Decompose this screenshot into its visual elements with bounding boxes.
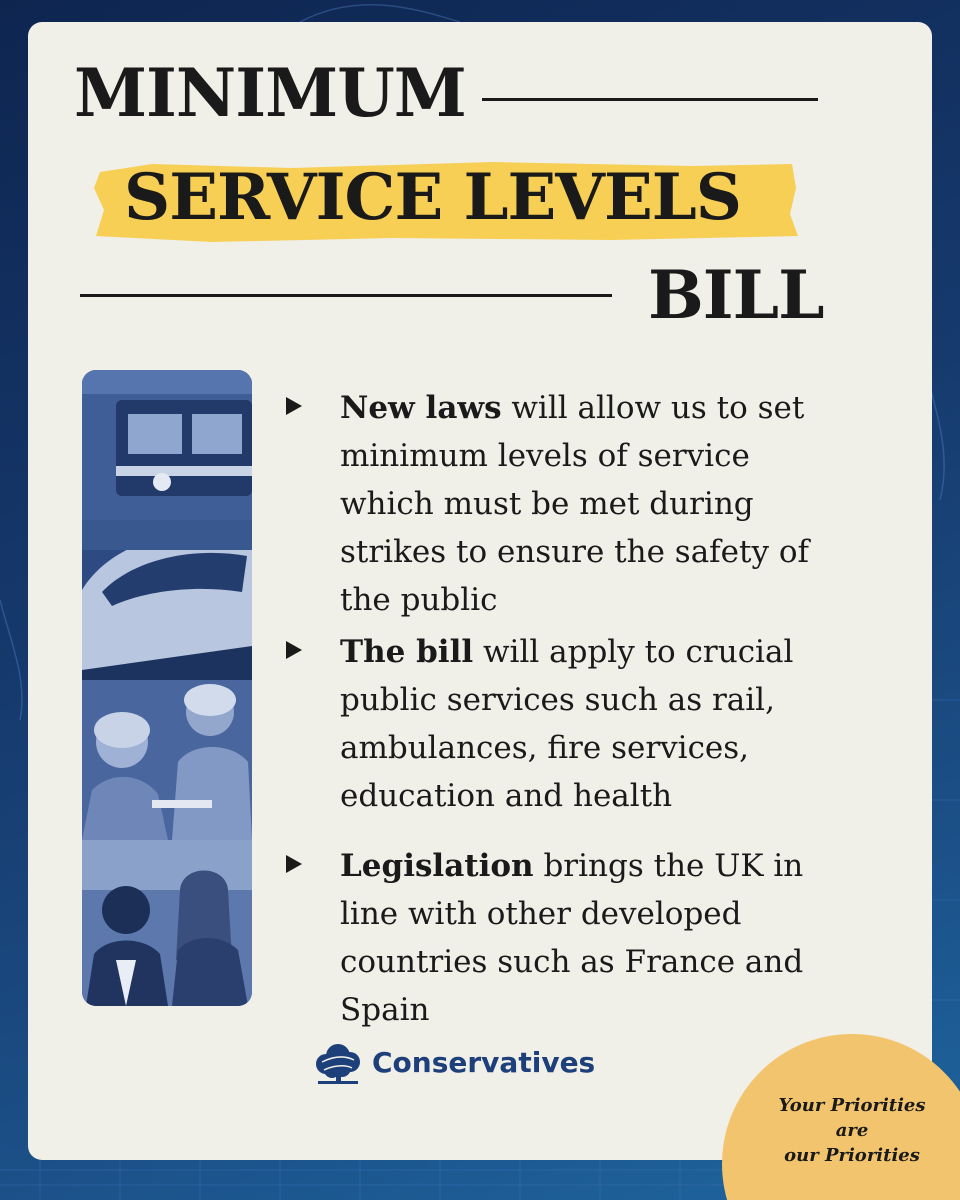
bullet-text [340, 628, 820, 820]
badge-line-2: are [835, 1120, 869, 1141]
conservatives-logo [312, 1042, 596, 1088]
triangle-bullet-icon [286, 397, 302, 415]
badge-line-1: Your Priorities [778, 1095, 926, 1116]
logo-text: Conservatives [372, 1046, 596, 1079]
priorities-badge-text [752, 1093, 952, 1168]
triangle-bullet-icon [286, 641, 302, 659]
title-bill: BILL [648, 256, 824, 334]
title-rule-bottom [80, 294, 612, 297]
bullet-lead: The bill [340, 634, 474, 670]
bullet-text [340, 384, 820, 624]
bullet-lead: New laws [340, 390, 502, 426]
oak-tree-icon [312, 1042, 364, 1088]
title-minimum: MINIMUM [74, 54, 466, 132]
bullet-body: will allow us to set minimum levels of service which must be met during strikes to ensure the safety of the public [340, 390, 809, 618]
photo-collage [82, 370, 252, 1006]
bullet-body: will apply to crucial public services such as rail, ambulances, fire services, education and health [340, 634, 794, 814]
title-service-levels: SERVICE LEVELS [124, 160, 741, 235]
teachers-photo [82, 840, 252, 1006]
bullet-lead: Legislation [340, 848, 534, 884]
triangle-bullet-icon [286, 855, 302, 873]
fire-engine-photo [82, 370, 252, 520]
surgeons-photo [82, 680, 252, 840]
bullet-text [340, 842, 820, 1034]
bullet-body: brings the UK in line with other developed countries such as France and Spain [340, 848, 804, 1028]
train-photo [82, 520, 252, 680]
title-rule-top [482, 98, 818, 101]
badge-line-3: our Priorities [784, 1145, 920, 1166]
